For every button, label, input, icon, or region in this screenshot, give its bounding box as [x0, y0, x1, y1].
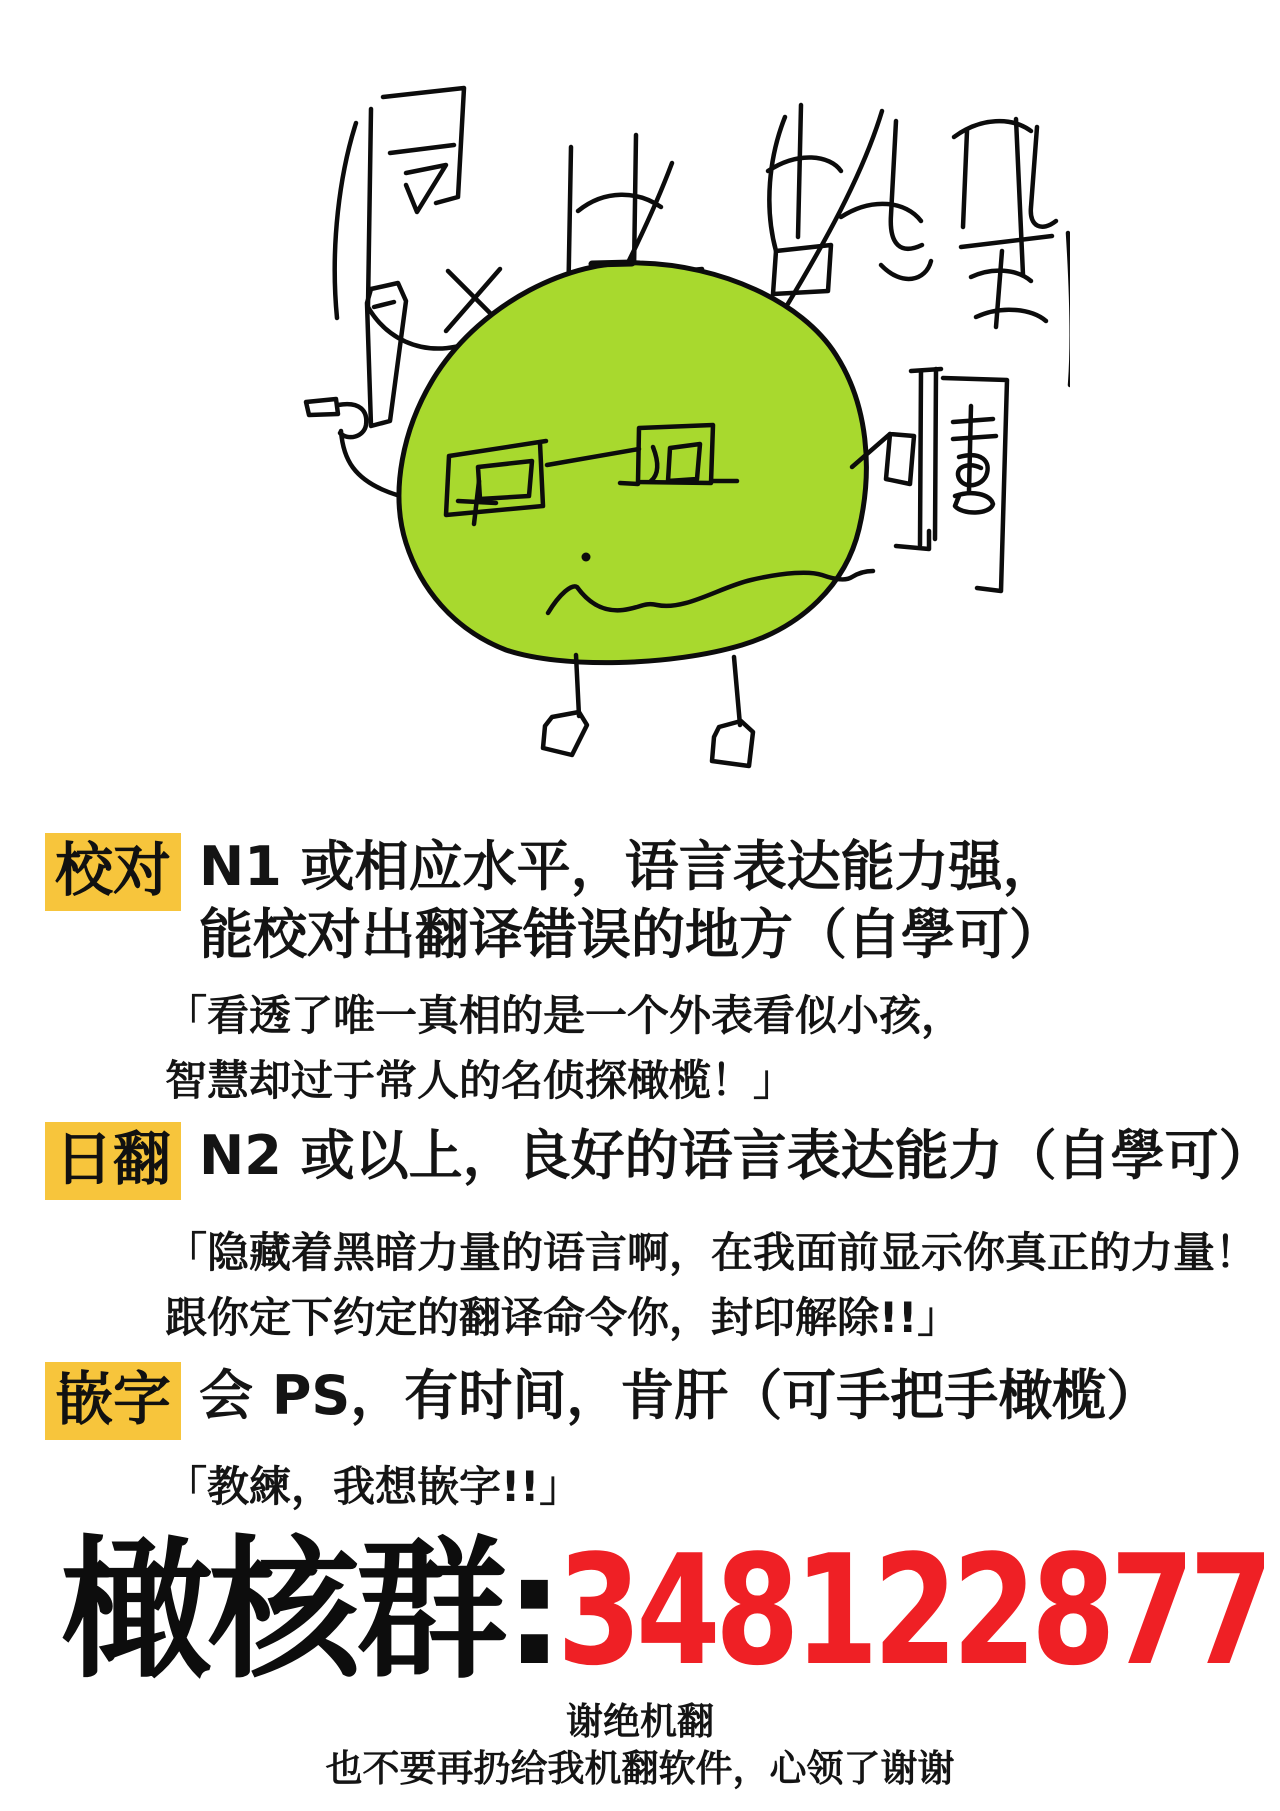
proofread-requirement-line2: 能校对出翻译错误的地方（自學可）	[199, 903, 1064, 966]
section-translator	[45, 1122, 1273, 1350]
typesetter-quote-line1: 「教練，我想嵌字!!」	[165, 1461, 582, 1511]
tag-typesetter: 嵌字	[45, 1362, 181, 1440]
typesetter-requirement-line1: 会 PS，有时间，肯肝（可手把手橄榄）	[199, 1364, 1161, 1427]
proofread-requirement-line1: N1 或相应水平，语言表达能力强，	[199, 835, 1057, 898]
translator-quote	[165, 1220, 1258, 1350]
proofread-requirements	[199, 833, 1063, 969]
footer-line2: 也不要再扔给我机翻软件，心领了谢谢	[325, 1747, 955, 1790]
typesetter-requirements	[199, 1362, 1160, 1430]
translator-quote-line2: 跟你定下约定的翻译命令你，封印解除!!」	[165, 1292, 960, 1342]
hand-held-sign-icon	[852, 369, 1007, 591]
tag-proofread: 校对	[45, 833, 181, 911]
qq-group-label: 橄核群:	[60, 1522, 561, 1699]
doodle-drawing	[240, 75, 1070, 785]
proofread-quote-line1: 「看透了唯一真相的是一个外表看似小孩，	[165, 991, 964, 1040]
proofread-quote-line2: 智慧却过于常人的名侦探橄榄！」	[165, 1056, 796, 1105]
olive-detective-mascot-icon	[306, 263, 1007, 766]
footer-line1: 谢绝机翻	[566, 1700, 714, 1743]
proofread-quote	[165, 983, 1255, 1113]
section-proofread	[45, 833, 1255, 1113]
translator-requirements	[199, 1122, 1273, 1190]
legs-icon	[543, 655, 753, 766]
section-typesetter	[45, 1362, 1255, 1519]
qq-group-line	[60, 1522, 1280, 1699]
translator-quote-line1: 「隐藏着黑暗力量的语言啊，在我面前显示你真正的力量！	[165, 1227, 1258, 1277]
typesetter-quote	[165, 1454, 1255, 1519]
qq-group-number: 348122877	[556, 1522, 1268, 1699]
raised-arm-pencil-icon	[306, 283, 406, 495]
translator-requirement-line1: N2 或以上，良好的语言表达能力（自學可）	[199, 1124, 1273, 1187]
footer-note	[0, 1700, 1280, 1791]
tag-translator: 日翻	[45, 1122, 181, 1200]
